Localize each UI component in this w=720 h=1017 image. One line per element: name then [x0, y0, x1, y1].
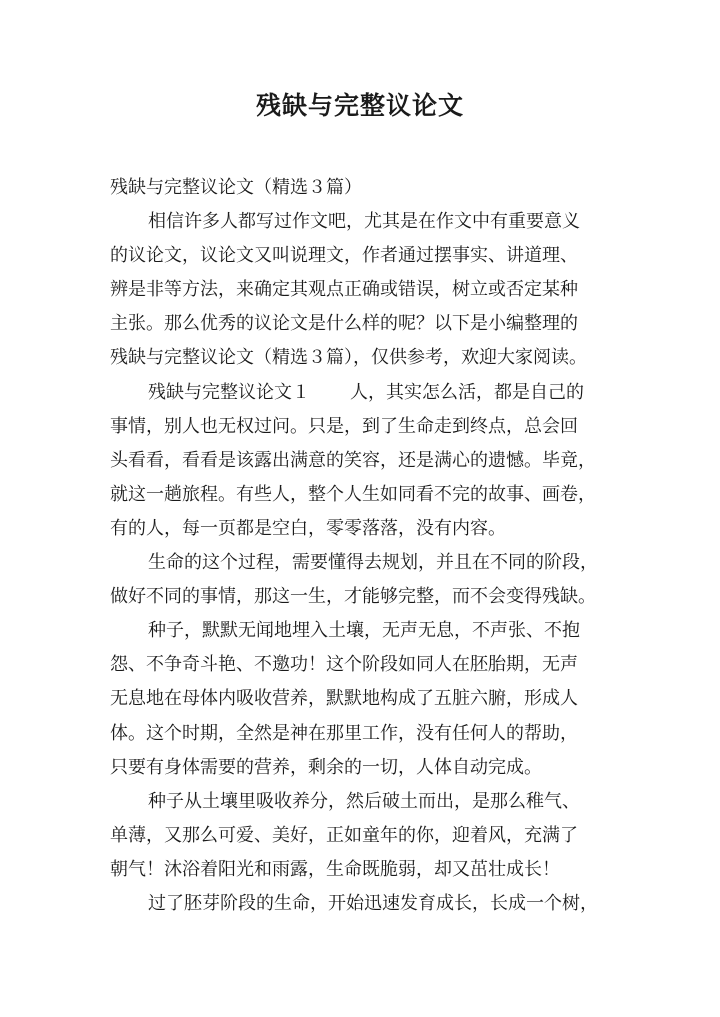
paragraph-line: 就这一趟旅程。有些人，整个人生如同看不完的故事、画卷， — [110, 483, 596, 505]
paragraph-line: 事情，别人也无权过问。只是，到了生命走到终点，总会回 — [110, 415, 578, 437]
paragraph-line: 辨是非等方法，来确定其观点正确或错误，树立或否定某种 — [110, 279, 578, 301]
document-title: 残缺与完整议论文 — [255, 91, 464, 120]
paragraph-line: 主张。那么优秀的议论文是什么样的呢？以下是小编整理的 — [110, 313, 578, 335]
paragraph-line: 种子，默默无闻地埋入土壤，无声无息，不声张、不抱 — [148, 620, 580, 642]
section-heading: 残缺与完整议论文１ — [148, 381, 310, 403]
paragraph-text: 人，其实怎么活，都是自己的 — [350, 381, 584, 403]
paragraph-line: 只要有身体需要的营养，剩余的一切，人体自动完成。 — [110, 756, 542, 778]
paragraph-line: 过了胚芽阶段的生命，开始迅速发育成长，长成一个树， — [148, 892, 598, 914]
paragraph-line: 做好不同的事情，那这一生，才能够完整，而不会变得残缺。 — [110, 586, 596, 608]
paragraph-line: 有的人，每一页都是空白，零零落落，没有内容。 — [110, 517, 506, 539]
paragraph-line: 朝气！沐浴着阳光和雨露，生命既脆弱，却又茁壮成长！ — [110, 858, 560, 880]
paragraph-line: 怨、不争奇斗艳、不邀功！这个阶段如同人在胚胎期，无声 — [110, 654, 578, 676]
paragraph-line: 种子从土壤里吸收养分，然后破土而出，是那么稚气、 — [148, 790, 580, 812]
paragraph-line: 体。这个时期，全然是神在那里工作，没有任何人的帮助， — [110, 722, 578, 744]
paragraph-line: 头看看，看看是该露出满意的笑容，还是满心的遗憾。毕竟， — [110, 449, 596, 471]
paragraph-line: 生命的这个过程，需要懂得去规划，并且在不同的阶段， — [148, 552, 598, 574]
paragraph-line: 残缺与完整议论文（精选３篇），仅供参考，欢迎大家阅读。 — [110, 347, 587, 369]
paragraph-line: 相信许多人都写过作文吧，尤其是在作文中有重要意义 — [148, 211, 580, 233]
paragraph-line: 单薄，又那么可爱、美好，正如童年的你，迎着风，充满了 — [110, 824, 578, 846]
document-body — [110, 171, 620, 921]
section-line — [110, 376, 620, 410]
paragraph-line: 的议论文，议论文又叫说理文，作者通过摆事实、讲道理、 — [110, 245, 578, 267]
subtitle-line: 残缺与完整议论文（精选３篇） — [110, 177, 362, 198]
paragraph-line: 无息地在母体内吸收营养，默默地构成了五脏六腑，形成人 — [110, 688, 578, 710]
